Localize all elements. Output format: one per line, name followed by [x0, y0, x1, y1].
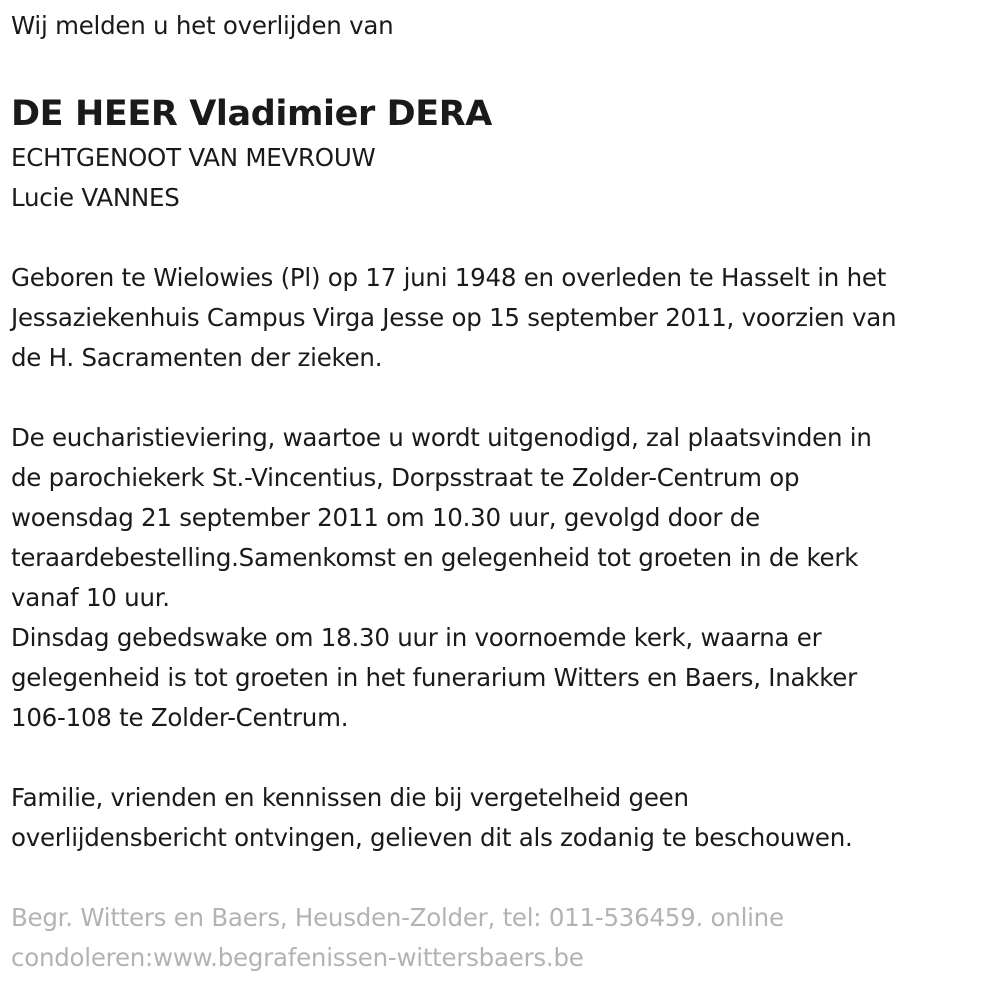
paragraph-line: Geboren te Wielowies (Pl) op 17 juni 1948 en overleden te Hasselt in het	[11, 263, 887, 292]
spouse-title: ECHTGENOOT VAN MEVROUW	[11, 143, 376, 172]
closing-paragraph	[11, 778, 986, 858]
paragraph-line: Familie, vrienden en kennissen die bij vergetelheid geen	[11, 783, 689, 812]
deceased-name: DE HEER Vladimier DERA	[11, 94, 492, 134]
spacer	[11, 218, 986, 258]
paragraph-line: de H. Sacramenten der zieken.	[11, 343, 383, 372]
paragraph-line: overlijdensbericht ontvingen, gelieven dit als zodanig te beschouwen.	[11, 823, 853, 852]
paragraph-line: vanaf 10 uur.	[11, 583, 170, 612]
footer-line: Begr. Witters en Baers, Heusden-Zolder, tel: 011-536459. online	[11, 903, 784, 932]
spacer	[11, 858, 986, 898]
funeral-home-footer	[11, 898, 986, 978]
paragraph-line: De eucharistieviering, waartoe u wordt uitgenodigd, zal plaatsvinden in	[11, 423, 872, 452]
funeral-paragraph	[11, 418, 986, 618]
spacer	[11, 46, 986, 86]
paragraph-line: 106-108 te Zolder-Centrum.	[11, 703, 349, 732]
death-notice	[11, 6, 986, 978]
spacer	[11, 738, 986, 778]
intro-text: Wij melden u het overlijden van	[11, 11, 394, 40]
birth-death-paragraph	[11, 258, 986, 378]
footer-line: condoleren:www.begrafenissen-wittersbaers.be	[11, 943, 584, 972]
paragraph-line: woensdag 21 september 2011 om 10.30 uur, gevolgd door de	[11, 503, 760, 532]
paragraph-line: Jessaziekenhuis Campus Virga Jesse op 15 september 2011, voorzien van	[11, 303, 897, 332]
spouse-name: Lucie VANNES	[11, 183, 180, 212]
vigil-paragraph	[11, 618, 986, 738]
paragraph-line: teraardebestelling.Samenkomst en gelegenheid tot groeten in de kerk	[11, 543, 859, 572]
paragraph-line: gelegenheid is tot groeten in het funerarium Witters en Baers, Inakker	[11, 663, 857, 692]
paragraph-line: Dinsdag gebedswake om 18.30 uur in voornoemde kerk, waarna er	[11, 623, 822, 652]
spacer	[11, 378, 986, 418]
paragraph-line: de parochiekerk St.-Vincentius, Dorpsstraat te Zolder-Centrum op	[11, 463, 800, 492]
